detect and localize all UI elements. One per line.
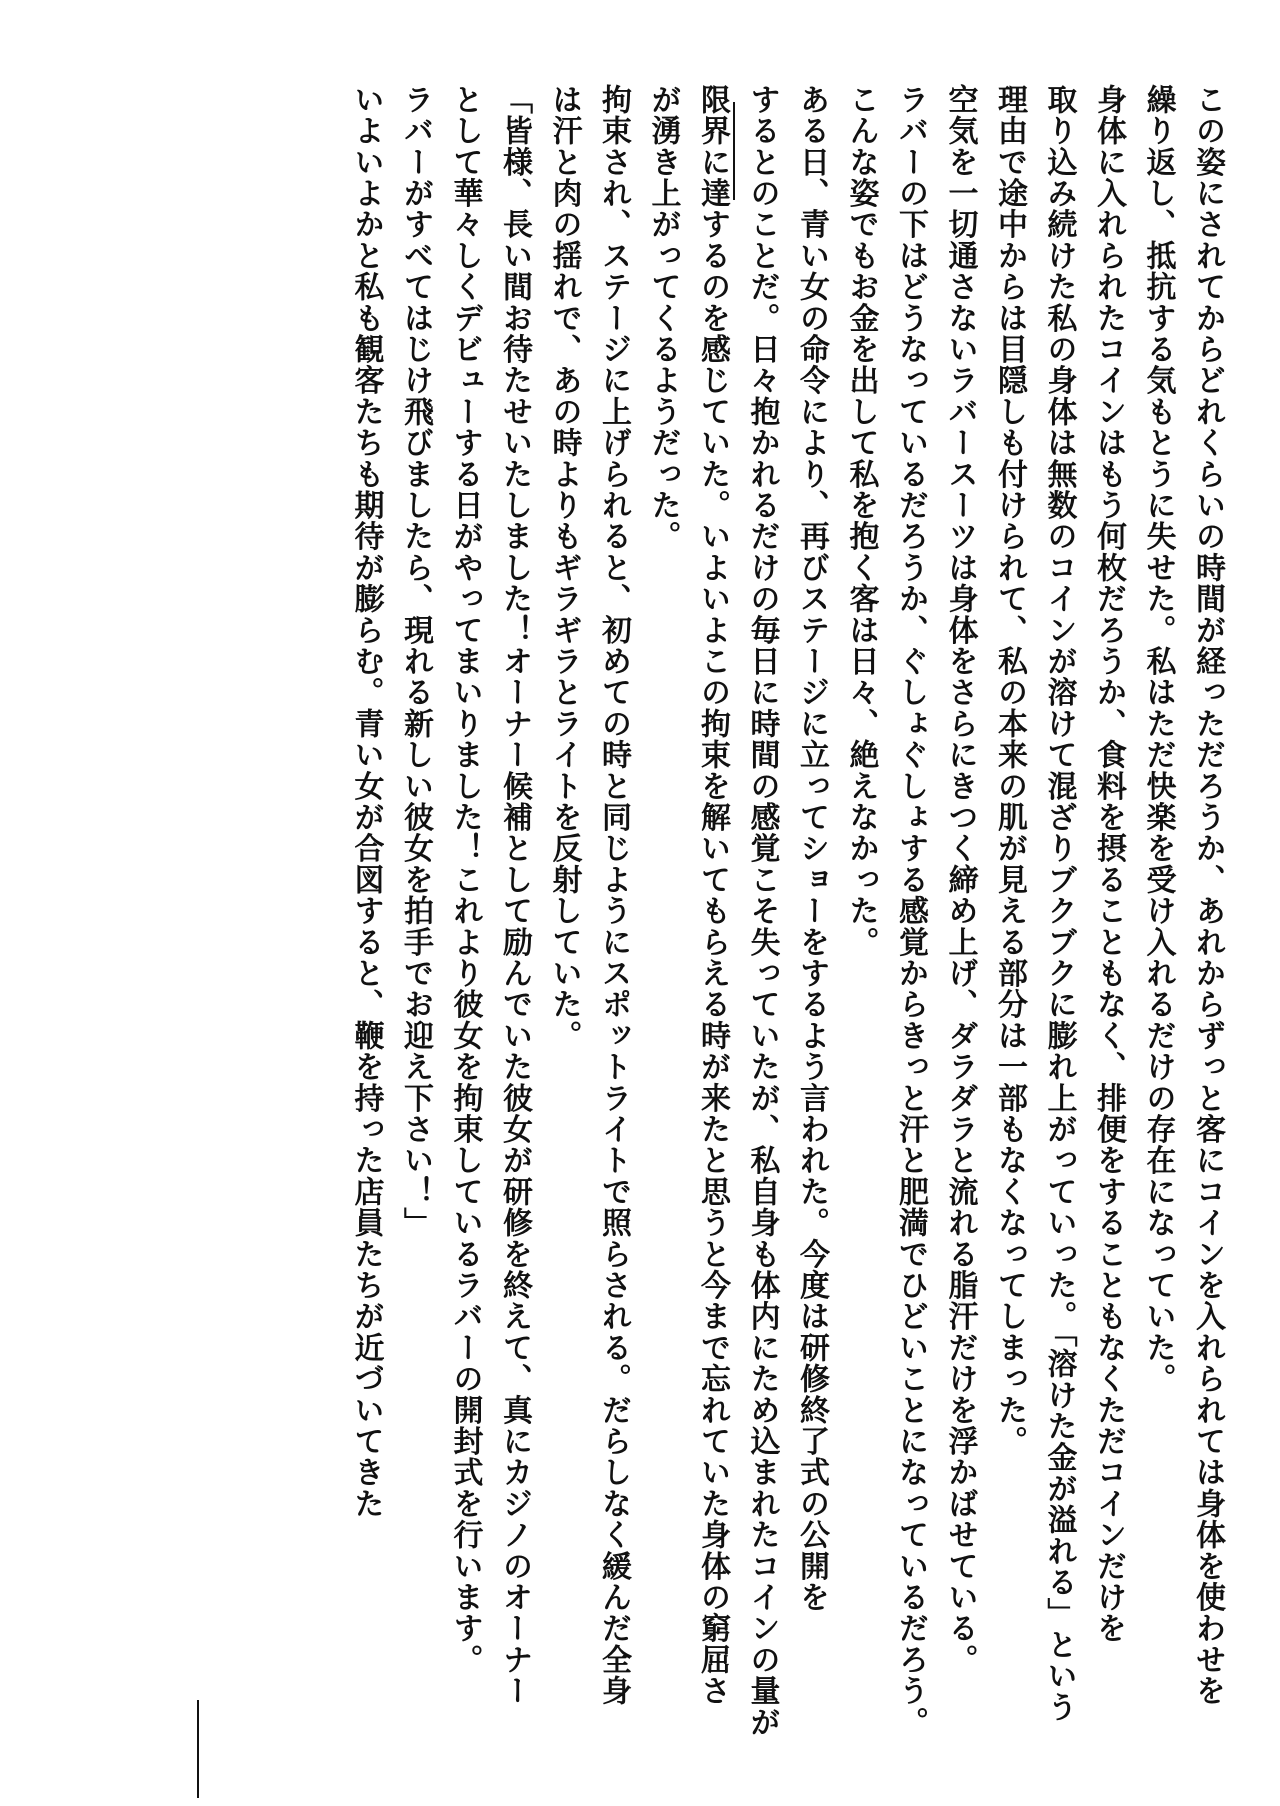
- text-line: するとのことだ。日々抱かれるだけの毎日に時間の感覚こそ失っていたが、私自身も体内にため込まれたコインの量が: [744, 84, 780, 1738]
- paragraph-4: [638, 84, 836, 1784]
- text-line: 限界に達するのを感じていた。いよいよこの拘束を解いてもらえる時が来たと思うと今まで忘れていた身体の窮屈さ: [695, 84, 730, 1707]
- paragraph-1: [1133, 84, 1232, 1784]
- vertical-text-body: [341, 84, 1232, 1784]
- paragraph-6: [391, 84, 540, 1784]
- text-line: 身体に入れられたコインはもう何枚だろうか、食料を摂ることもなく、排便をすることもなくただコインだけを: [1091, 84, 1126, 1644]
- paragraph-7: [341, 84, 391, 1784]
- text-line: 取り込み続けた私の身体は無数のコインが溶けて混ざりブクブクに膨れ上がっていった。「溶けた金が溢れる」という: [1041, 84, 1077, 1723]
- text-line: 空気を一切通さないラバースーツは身体をさらにきつく締め上げ、ダラダラと流れる脂汗だけを浮かばせている。: [942, 84, 978, 1676]
- text-line: 拘束され、ステージに上げられると、初めての時と同じようにスポットライトで照らされる。だらしなく緩んだ全身: [596, 84, 631, 1707]
- text-line: として華々しくデビューする日がやってまいりました！これより彼女を拘束しているラバーの開封式を行います。: [447, 84, 483, 1676]
- paragraph-3: [836, 84, 985, 1784]
- text-line: いよいよかと私も観客たちも期待が膨らむ。青い女が合図すると、鞭を持った店員たちが近づいてきた: [348, 84, 384, 1520]
- text-line: 「皆様、長い間お待たせいたしました！オーナー候補として励んでいた彼女が研修を終えて、真にカジノのオーナー: [497, 84, 532, 1707]
- text-line: は汗と肉の揺れで、あの時よりもギラギラとライトを反射していた。: [546, 84, 582, 1052]
- paragraph-5: [539, 84, 638, 1784]
- text-line: 理由で途中からは目隠しも付けられて、私の本来の肌が見える部分は一部もなくなってしまった。: [992, 84, 1027, 1457]
- text-line: 繰り返し、抵抗する気もとうに失せた。私はただ快楽を受け入れるだけの存在になっていた。: [1140, 84, 1176, 1395]
- trailing-dash-rule: [197, 1700, 199, 1798]
- text-line: が湧き上がってくるようだった。: [645, 84, 681, 552]
- paragraph-2: [985, 84, 1134, 1784]
- text-line: この姿にされてからどれくらいの時間が経っただろうか、あれからずっと客にコインを入れられては身体を使わせを: [1190, 84, 1225, 1707]
- text-line: こんな姿でもお金を出して私を抱く客は日々、絶えなかった。: [843, 84, 879, 958]
- text-line: ラバーの下はどうなっているだろうか、ぐしょぐしょする感覚からきっと汗と肥満でひどいことになっているだろう。: [893, 84, 928, 1738]
- text-line: ラバーがすべてはじけ飛びましたら、現れる新しい彼女を拍手でお迎え下さい！」: [398, 84, 433, 1239]
- text-line: ある日、青い女の命令により、再びステージに立ってショーをするよう言われた。今度は研修終了式の公開を: [794, 84, 829, 1613]
